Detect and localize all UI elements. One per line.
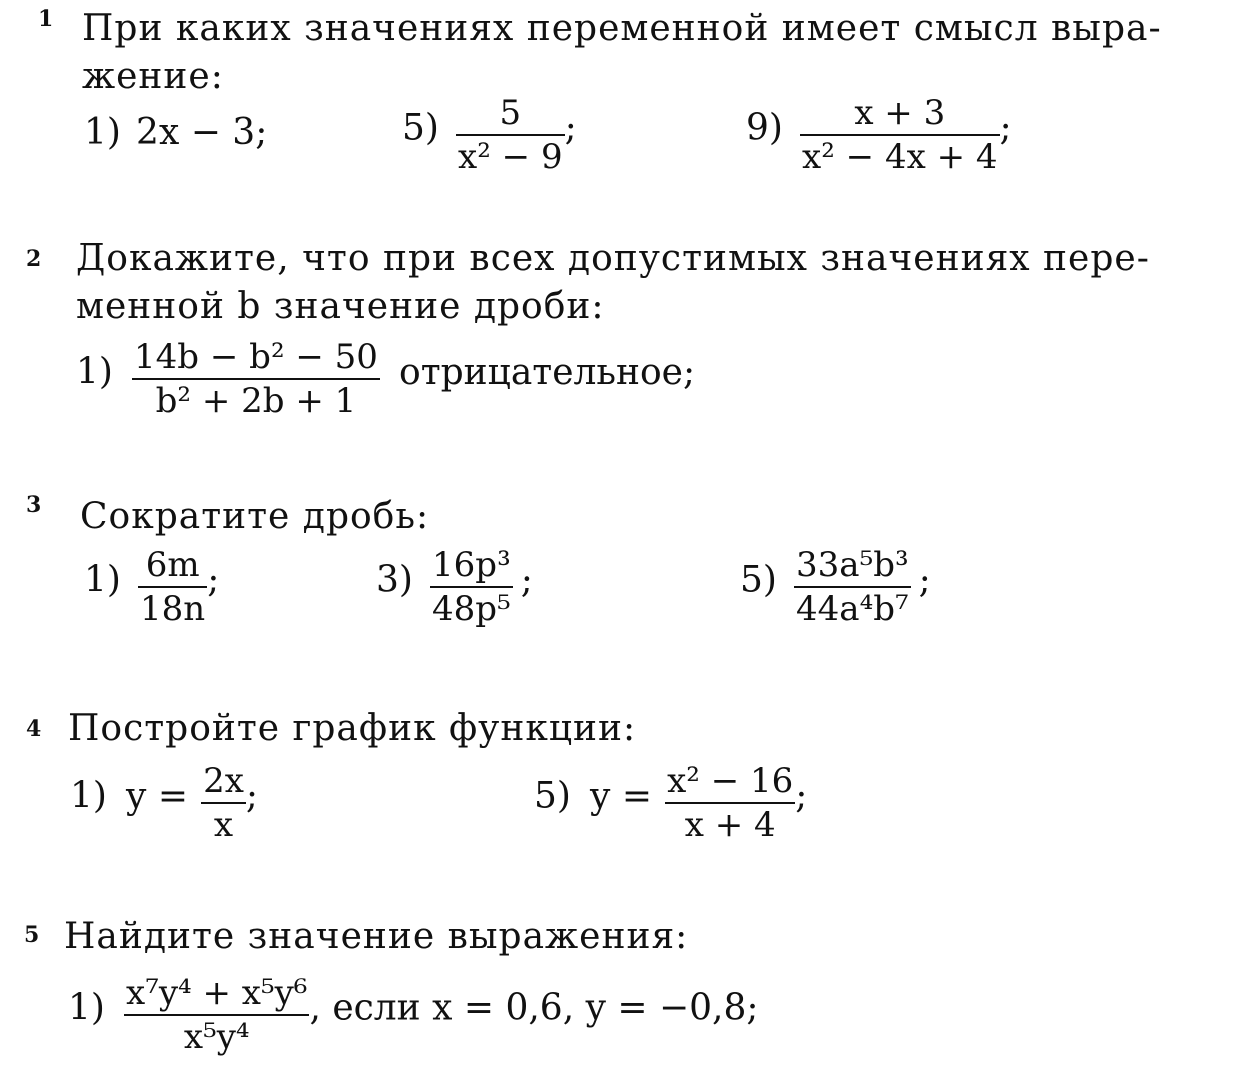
task-title: Найдите значение выражения:: [64, 916, 689, 957]
fraction-denominator: x + 4: [684, 805, 776, 845]
task-number: 4: [26, 716, 42, 742]
fraction-denominator: 48p⁵: [432, 589, 511, 629]
fraction-numerator: 33a⁵b³: [796, 545, 909, 585]
task5-item-1: [68, 972, 759, 1058]
task-number: 1: [38, 6, 54, 32]
fraction: [800, 92, 999, 178]
fraction-numerator: 14b − b² − 50: [134, 337, 378, 377]
item-label: 3): [376, 559, 413, 601]
task-number: 5: [24, 922, 40, 948]
item-tail: ;: [564, 107, 577, 149]
task1-item-1: [84, 112, 267, 153]
item-tail: ;: [245, 775, 259, 817]
fraction-numerator: 5: [499, 93, 522, 133]
item-tail: ;: [918, 559, 931, 601]
fraction-numerator: x⁷y⁴ + x⁵y⁶: [126, 973, 308, 1013]
task-title-line1: Докажите, что при всех допустимых значениях пере-: [76, 238, 1150, 279]
item-label: 5): [402, 107, 439, 149]
task-title-line2: менной b значение дроби:: [76, 286, 605, 327]
task1-item-9: [746, 92, 1012, 178]
task-title-line1: При каких значениях переменной имеет смысл выра-: [82, 8, 1162, 49]
task-title: Постройте график функции:: [68, 708, 637, 749]
fraction: [456, 92, 565, 178]
fraction-denominator: 44a⁴b⁷: [796, 589, 909, 629]
fraction-denominator: x⁵y⁴: [183, 1017, 250, 1057]
item-label: 9): [746, 107, 783, 149]
fraction: [201, 760, 246, 846]
task3-item-3: [376, 544, 533, 630]
task-number: 3: [26, 492, 42, 518]
fraction: [124, 972, 309, 1058]
fraction: [132, 336, 380, 422]
fraction-numerator: x + 3: [854, 93, 946, 133]
fraction-numerator: 2x: [203, 761, 244, 801]
item-label: 5): [534, 775, 571, 817]
item-label: 1): [84, 112, 121, 153]
task1-item-5: [402, 92, 577, 178]
fraction: [665, 760, 795, 846]
function-lhs: y =: [590, 775, 652, 817]
fraction-denominator: b² + 2b + 1: [155, 381, 357, 421]
fraction: [138, 544, 207, 630]
fraction-denominator: 18n: [140, 589, 206, 629]
item-tail: ;: [520, 559, 533, 601]
task-title: Сократите дробь:: [80, 496, 430, 537]
fraction: [430, 544, 513, 630]
item-tail: ;: [999, 107, 1012, 149]
task3-item-5: [740, 544, 931, 630]
item-tail: ;: [207, 559, 220, 601]
fraction-denominator: x² − 4x + 4: [802, 137, 998, 177]
task2-item-1: [76, 336, 695, 422]
fraction-numerator: x² − 16: [667, 761, 794, 801]
function-lhs: y =: [126, 775, 188, 817]
task-title-line2: жение:: [82, 56, 224, 97]
item-label: 1): [84, 559, 121, 601]
item-label: 1): [70, 775, 107, 817]
fraction: [794, 544, 911, 630]
item-tail: ;: [795, 775, 808, 817]
item-label: 1): [76, 351, 113, 393]
task-number: 2: [26, 246, 42, 272]
item-label: 1): [68, 987, 105, 1029]
fraction-numerator: 16p³: [432, 545, 511, 585]
item-tail: отрицательное;: [399, 351, 696, 393]
task4-item-5: [534, 760, 807, 846]
fraction-denominator: x: [213, 805, 234, 845]
item-label: 5): [740, 559, 777, 601]
item-expression: 2x − 3;: [136, 112, 268, 153]
item-tail: , если x = 0,6, y = −0,8;: [309, 987, 759, 1029]
fraction-numerator: 6m: [145, 545, 200, 585]
task3-item-1: [84, 544, 219, 630]
task4-item-1: [70, 760, 258, 846]
fraction-denominator: x² − 9: [458, 137, 563, 177]
